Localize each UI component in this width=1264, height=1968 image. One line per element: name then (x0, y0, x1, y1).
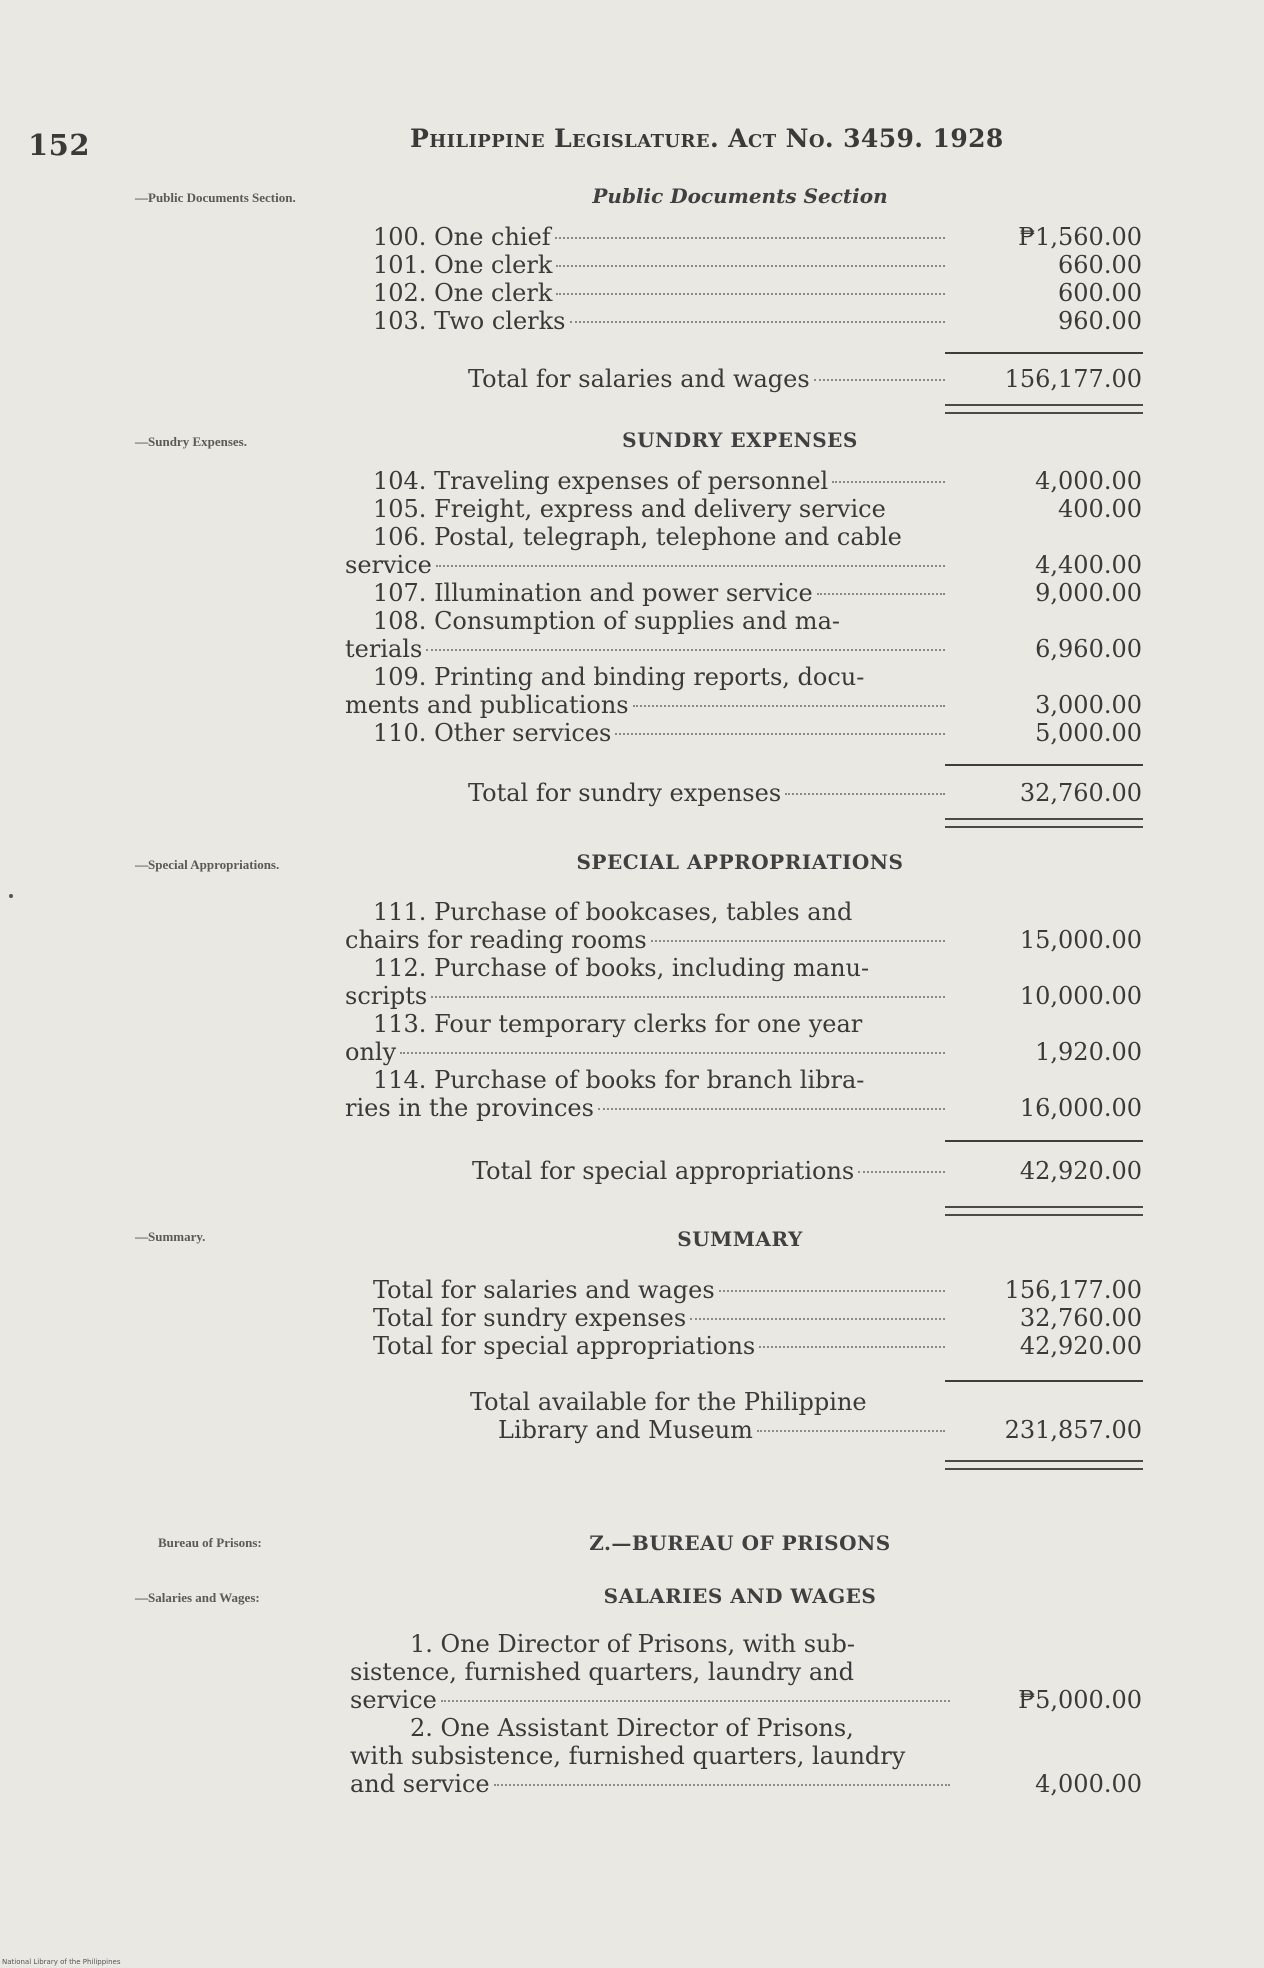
total-row (0, 1157, 1264, 1185)
total-amount: 42,920.00 (1019, 1157, 1142, 1185)
item-amount: 15,000.00 (1019, 926, 1142, 954)
item-amount: 4,000.00 (1035, 1770, 1142, 1798)
item-text: 108. Consumption of supplies and ma- (373, 607, 840, 635)
margin-note-special: —Special Appropriations. (135, 857, 280, 872)
item-amount: 660.00 (1058, 251, 1142, 279)
line-item-continuation (0, 691, 1264, 719)
grand-total-row (0, 1416, 1264, 1444)
line-item-continuation (0, 551, 1264, 579)
summary-amount: 156,177.00 (1004, 1276, 1142, 1304)
item-amount: 5,000.00 (1035, 719, 1142, 747)
line-item-continuation (0, 926, 1264, 954)
grand-total-first-line (0, 1388, 1264, 1416)
line-item-continuation (0, 635, 1264, 663)
line-item-continuation (0, 982, 1264, 1010)
item-text: service (345, 551, 432, 579)
public-documents-items (0, 223, 1264, 335)
item-amount: 600.00 (1058, 279, 1142, 307)
summary-grand-total (0, 1388, 1264, 1444)
item-text: scripts (345, 982, 428, 1010)
summary-text: Total for salaries and wages (373, 1276, 715, 1304)
total-label: Total for salaries and wages (468, 365, 810, 393)
line-item-first-line (0, 898, 1264, 926)
section-subheading-salaries: SALARIES AND WAGES (603, 1584, 877, 1608)
special-total (0, 1157, 1264, 1185)
item-text: 112. Purchase of books, including manu- (373, 954, 870, 982)
item-amount: 960.00 (1058, 307, 1142, 335)
subtotal-rule (945, 1140, 1143, 1142)
line-item-continuation (0, 1658, 1264, 1686)
subtotal-rule (945, 1380, 1143, 1382)
item-text: only (345, 1038, 397, 1066)
total-double-rule (945, 1206, 1143, 1216)
page-number: 152 (28, 128, 91, 162)
item-amount: 10,000.00 (1019, 982, 1142, 1010)
line-item (0, 467, 1264, 495)
line-item-first-line (0, 954, 1264, 982)
line-item-first-line (0, 1066, 1264, 1094)
line-item-continuation (0, 1770, 1264, 1798)
summary-text: Total for special appropriations (373, 1332, 756, 1360)
line-item-first-line (0, 663, 1264, 691)
line-item (0, 251, 1264, 279)
item-text: 100. One chief (373, 223, 551, 251)
line-item-first-line (0, 1714, 1264, 1742)
line-item-continuation (0, 1038, 1264, 1066)
item-text: terials (345, 635, 423, 663)
line-item (0, 307, 1264, 335)
grand-total-label: Library and Museum (498, 1416, 753, 1444)
item-text: 1. One Director of Prisons, with sub- (410, 1630, 855, 1658)
line-item (0, 223, 1264, 251)
item-text: 111. Purchase of bookcases, tables and (373, 898, 853, 926)
item-text: 110. Other services (373, 719, 612, 747)
footer-mark: National Library of the Philippines (2, 1958, 121, 1966)
public-documents-total (0, 365, 1264, 393)
subtotal-rule (945, 352, 1143, 354)
total-label: Total for special appropriations (472, 1157, 855, 1185)
line-item-first-line (0, 1010, 1264, 1038)
total-label: Total for sundry expenses (468, 779, 782, 807)
item-amount: 400.00 (1058, 495, 1142, 523)
margin-note-bureau: Bureau of Prisons: (158, 1535, 262, 1550)
line-item (0, 719, 1264, 747)
line-item-continuation (0, 1094, 1264, 1122)
item-amount: ₱1,560.00 (1018, 223, 1142, 251)
item-amount: 16,000.00 (1019, 1094, 1142, 1122)
item-amount: 3,000.00 (1035, 691, 1142, 719)
item-text: chairs for reading rooms (345, 926, 647, 954)
summary-line (0, 1304, 1264, 1332)
sundry-items (0, 467, 1264, 747)
item-text: sistence, furnished quarters, laundry and (350, 1658, 854, 1686)
margin-note-public-documents: —Public Documents Section. (135, 190, 296, 205)
line-item-first-line (0, 1630, 1264, 1658)
item-amount: 9,000.00 (1035, 579, 1142, 607)
item-text: 109. Printing and binding reports, docu- (373, 663, 865, 691)
summary-amount: 32,760.00 (1019, 1304, 1142, 1332)
sundry-total (0, 779, 1264, 807)
summary-line (0, 1332, 1264, 1360)
grand-total-amount: 231,857.00 (1004, 1416, 1142, 1444)
section-heading-summary: SUMMARY (677, 1227, 803, 1251)
item-text: 107. Illumination and power service (373, 579, 813, 607)
line-item-continuation (0, 1742, 1264, 1770)
section-heading-bureau: Z.—BUREAU OF PRISONS (589, 1531, 891, 1555)
item-amount: 6,960.00 (1035, 635, 1142, 663)
summary-items (0, 1276, 1264, 1360)
total-row (0, 779, 1264, 807)
total-amount: 32,760.00 (1019, 779, 1142, 807)
margin-note-salaries: —Salaries and Wages: (135, 1590, 260, 1605)
special-items (0, 898, 1264, 1122)
summary-line (0, 1276, 1264, 1304)
item-amount: 4,000.00 (1035, 467, 1142, 495)
item-text: 105. Freight, express and delivery service (373, 495, 886, 523)
section-heading-sundry: SUNDRY EXPENSES (622, 428, 858, 452)
line-item-continuation (0, 1686, 1264, 1714)
item-text: 104. Traveling expenses of personnel (373, 467, 829, 495)
item-text: 102. One clerk (373, 279, 553, 307)
item-text: and service (350, 1770, 490, 1798)
line-item-first-line (0, 607, 1264, 635)
item-text: 106. Postal, telegraph, telephone and cable (373, 523, 902, 551)
margin-note-sundry: —Sundry Expenses. (135, 434, 247, 449)
line-item (0, 579, 1264, 607)
total-double-rule (945, 404, 1143, 414)
item-text: ments and publications (345, 691, 629, 719)
grand-total-label: Total available for the Philippine (470, 1388, 867, 1416)
item-text: 114. Purchase of books for branch libra- (373, 1066, 865, 1094)
margin-note-summary: —Summary. (135, 1229, 206, 1244)
summary-text: Total for sundry expenses (373, 1304, 687, 1332)
item-text: 113. Four temporary clerks for one year (373, 1010, 863, 1038)
item-amount: 1,920.00 (1035, 1038, 1142, 1066)
subtotal-rule (945, 764, 1143, 766)
section-heading-public-documents: Public Documents Section (592, 184, 888, 208)
item-text: 101. One clerk (373, 251, 553, 279)
section-heading-special: SPECIAL APPROPRIATIONS (576, 850, 904, 874)
total-double-rule (945, 818, 1143, 828)
item-amount: ₱5,000.00 (1018, 1686, 1142, 1714)
line-item-first-line (0, 523, 1264, 551)
summary-amount: 42,920.00 (1019, 1332, 1142, 1360)
total-row (0, 365, 1264, 393)
item-text: service (350, 1686, 437, 1714)
item-text: with subsistence, furnished quarters, laundry (350, 1742, 906, 1770)
item-text: 2. One Assistant Director of Prisons, (410, 1714, 854, 1742)
running-head: Philippine Legislature. Act No. 3459. 1928 (410, 124, 1004, 153)
total-amount: 156,177.00 (1004, 365, 1142, 393)
item-text: 103. Two clerks (373, 307, 566, 335)
item-amount: 4,400.00 (1035, 551, 1142, 579)
total-double-rule (945, 1460, 1143, 1470)
line-item (0, 279, 1264, 307)
item-text: ries in the provinces (345, 1094, 594, 1122)
line-item (0, 495, 1264, 523)
bureau-items (0, 1630, 1264, 1798)
